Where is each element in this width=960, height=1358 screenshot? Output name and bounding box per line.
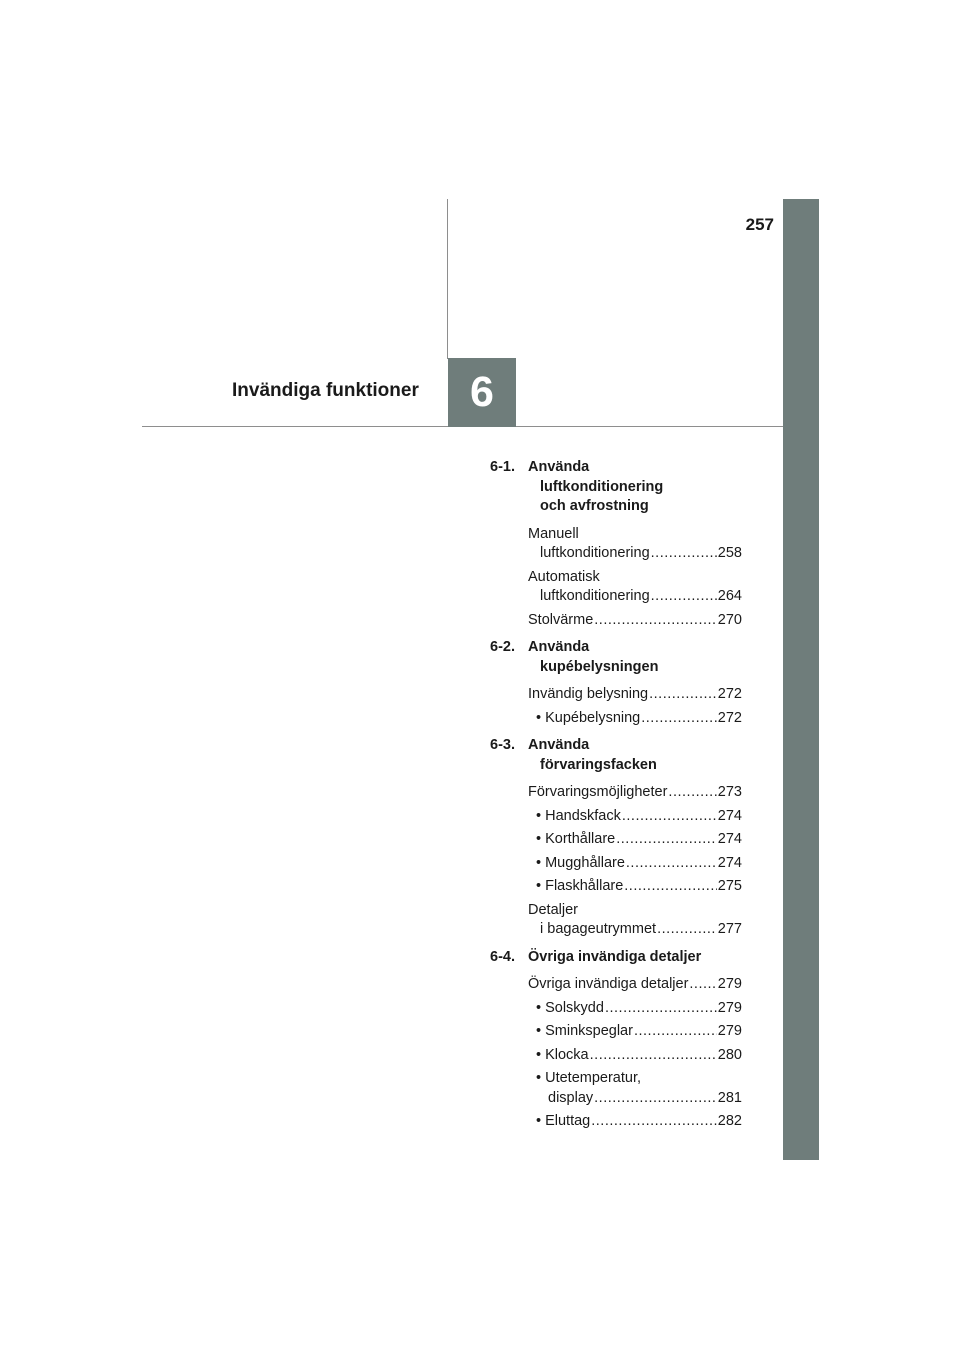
entry-row bbox=[528, 920, 742, 940]
entry-text: • Eluttag bbox=[536, 1113, 591, 1129]
entry-page-number: 274 bbox=[717, 854, 742, 871]
toc-entry[interactable] bbox=[528, 901, 742, 940]
section-title-line: Använda bbox=[528, 639, 590, 655]
entry-text: • Mugghållare bbox=[536, 854, 625, 871]
entry-text: i bagageutrymmet bbox=[540, 921, 657, 937]
entry-page-number: 279 bbox=[717, 976, 742, 992]
dot-leader bbox=[616, 830, 717, 850]
entry-page-number: 274 bbox=[717, 807, 742, 824]
section-number: 6-2. bbox=[490, 639, 515, 655]
section-title-line: och avfrostning bbox=[540, 498, 649, 514]
entry-text: Övriga invändiga detaljer bbox=[528, 976, 689, 992]
entry-page-number: 264 bbox=[717, 588, 742, 604]
entry-row bbox=[536, 709, 742, 729]
entry-row bbox=[528, 783, 742, 803]
dot-leader bbox=[641, 709, 717, 729]
entry-text: • Sminkspeglar bbox=[536, 1023, 633, 1039]
toc-subentry[interactable] bbox=[536, 830, 742, 850]
entry-text: • Kupébelysning bbox=[536, 709, 641, 726]
dot-leader bbox=[634, 1022, 717, 1042]
toc-entry[interactable] bbox=[528, 685, 742, 705]
entry-page-number: 258 bbox=[717, 545, 742, 561]
entry-text: Detaljer bbox=[528, 901, 578, 918]
toc-entry[interactable] bbox=[528, 525, 742, 564]
entry-text: Förvaringsmöjligheter bbox=[528, 784, 668, 800]
entry-text: • Handskfack bbox=[536, 807, 621, 824]
toc-subentry[interactable] bbox=[536, 1022, 742, 1042]
section-title-line: Använda bbox=[528, 737, 590, 753]
toc-subentry[interactable] bbox=[536, 999, 742, 1019]
entry-text: luftkonditionering bbox=[540, 588, 650, 604]
toc-section bbox=[490, 638, 742, 728]
chapter-number-box: 6 bbox=[448, 358, 516, 427]
toc-entry[interactable] bbox=[528, 975, 742, 995]
toc-section bbox=[490, 458, 742, 630]
dot-leader bbox=[594, 611, 717, 631]
entry-page-number: 279 bbox=[717, 1023, 742, 1039]
entry-page-number: 280 bbox=[717, 1046, 742, 1063]
dot-leader bbox=[594, 1089, 717, 1109]
section-title-line: Övriga invändiga detaljer bbox=[528, 948, 702, 965]
entry-row bbox=[528, 544, 742, 564]
entry-page-number: 273 bbox=[717, 784, 742, 800]
entry-page-number: 272 bbox=[717, 709, 742, 726]
toc-subentry[interactable] bbox=[536, 854, 742, 874]
toc-subentry[interactable] bbox=[536, 807, 742, 827]
toc-entry[interactable] bbox=[528, 783, 742, 803]
section-heading bbox=[490, 948, 742, 968]
entry-text: • Korthållare bbox=[536, 831, 616, 847]
entry-row bbox=[536, 1112, 742, 1132]
dot-leader bbox=[651, 544, 717, 564]
table-of-contents bbox=[490, 458, 742, 1140]
dot-leader bbox=[622, 807, 717, 827]
entry-row bbox=[536, 877, 742, 897]
entry-text: luftkonditionering bbox=[540, 545, 650, 561]
entry-row bbox=[536, 830, 742, 850]
dot-leader bbox=[668, 783, 716, 803]
section-heading bbox=[490, 458, 742, 517]
entry-text: Automatisk bbox=[528, 568, 600, 585]
dot-leader bbox=[626, 854, 717, 874]
section-number: 6-3. bbox=[490, 737, 515, 753]
dot-leader bbox=[591, 1112, 717, 1132]
entry-row bbox=[536, 1046, 742, 1066]
vertical-divider bbox=[447, 199, 448, 359]
entry-text: Manuell bbox=[528, 525, 579, 542]
toc-section bbox=[490, 948, 742, 1132]
entry-text: • Klocka bbox=[536, 1046, 589, 1063]
section-title bbox=[528, 948, 742, 968]
dot-leader bbox=[649, 685, 717, 705]
entry-text: • Solskydd bbox=[536, 999, 604, 1016]
toc-subentry[interactable] bbox=[536, 877, 742, 897]
dot-leader bbox=[605, 999, 717, 1019]
section-title bbox=[528, 736, 742, 775]
entry-row bbox=[528, 685, 742, 705]
section-heading bbox=[490, 736, 742, 775]
entry-text: Invändig belysning bbox=[528, 686, 649, 702]
entry-row bbox=[528, 975, 742, 995]
entry-text: • Utetemperatur, bbox=[536, 1070, 642, 1086]
toc-subentry[interactable] bbox=[536, 1046, 742, 1066]
dot-leader bbox=[651, 587, 717, 607]
toc-subentry[interactable] bbox=[536, 1112, 742, 1132]
section-title-line: förvaringsfacken bbox=[540, 756, 657, 773]
section-title-line: Använda bbox=[528, 459, 590, 475]
entry-text: • Flaskhållare bbox=[536, 878, 624, 894]
section-number: 6-4. bbox=[490, 948, 515, 965]
entry-page-number: 274 bbox=[717, 831, 742, 847]
chapter-side-tab bbox=[783, 199, 819, 1160]
entry-page-number: 270 bbox=[717, 611, 742, 628]
page-number: 257 bbox=[745, 215, 774, 234]
entry-row bbox=[536, 999, 742, 1019]
dot-leader bbox=[689, 975, 716, 995]
section-heading bbox=[490, 638, 742, 677]
entry-page-number: 281 bbox=[717, 1089, 742, 1106]
dot-leader bbox=[624, 877, 717, 897]
entry-page-number: 272 bbox=[717, 686, 742, 702]
toc-subentry[interactable] bbox=[536, 1069, 742, 1108]
dot-leader bbox=[590, 1046, 717, 1066]
toc-entry[interactable] bbox=[528, 611, 742, 631]
section-title bbox=[528, 458, 742, 517]
toc-section bbox=[490, 736, 742, 940]
entry-row bbox=[528, 587, 742, 607]
entry-row bbox=[536, 854, 742, 874]
toc-entry[interactable] bbox=[528, 568, 742, 607]
section-number: 6-1. bbox=[490, 459, 515, 475]
entry-page-number: 282 bbox=[717, 1113, 742, 1129]
entry-page-number: 277 bbox=[717, 921, 742, 937]
section-title bbox=[528, 638, 742, 677]
entry-row bbox=[528, 611, 742, 631]
entry-page-number: 279 bbox=[717, 999, 742, 1016]
entry-text: display bbox=[548, 1089, 594, 1106]
toc-subentry[interactable] bbox=[536, 709, 742, 729]
dot-leader bbox=[657, 920, 717, 940]
entry-page-number: 275 bbox=[717, 878, 742, 894]
section-title-line: luftkonditionering bbox=[540, 478, 664, 495]
entry-row bbox=[536, 807, 742, 827]
section-title-line: kupébelysningen bbox=[540, 658, 659, 675]
entry-row bbox=[536, 1089, 742, 1109]
entry-text: Stolvärme bbox=[528, 611, 594, 628]
chapter-title: Invändiga funktioner bbox=[232, 380, 419, 401]
entry-row bbox=[536, 1022, 742, 1042]
